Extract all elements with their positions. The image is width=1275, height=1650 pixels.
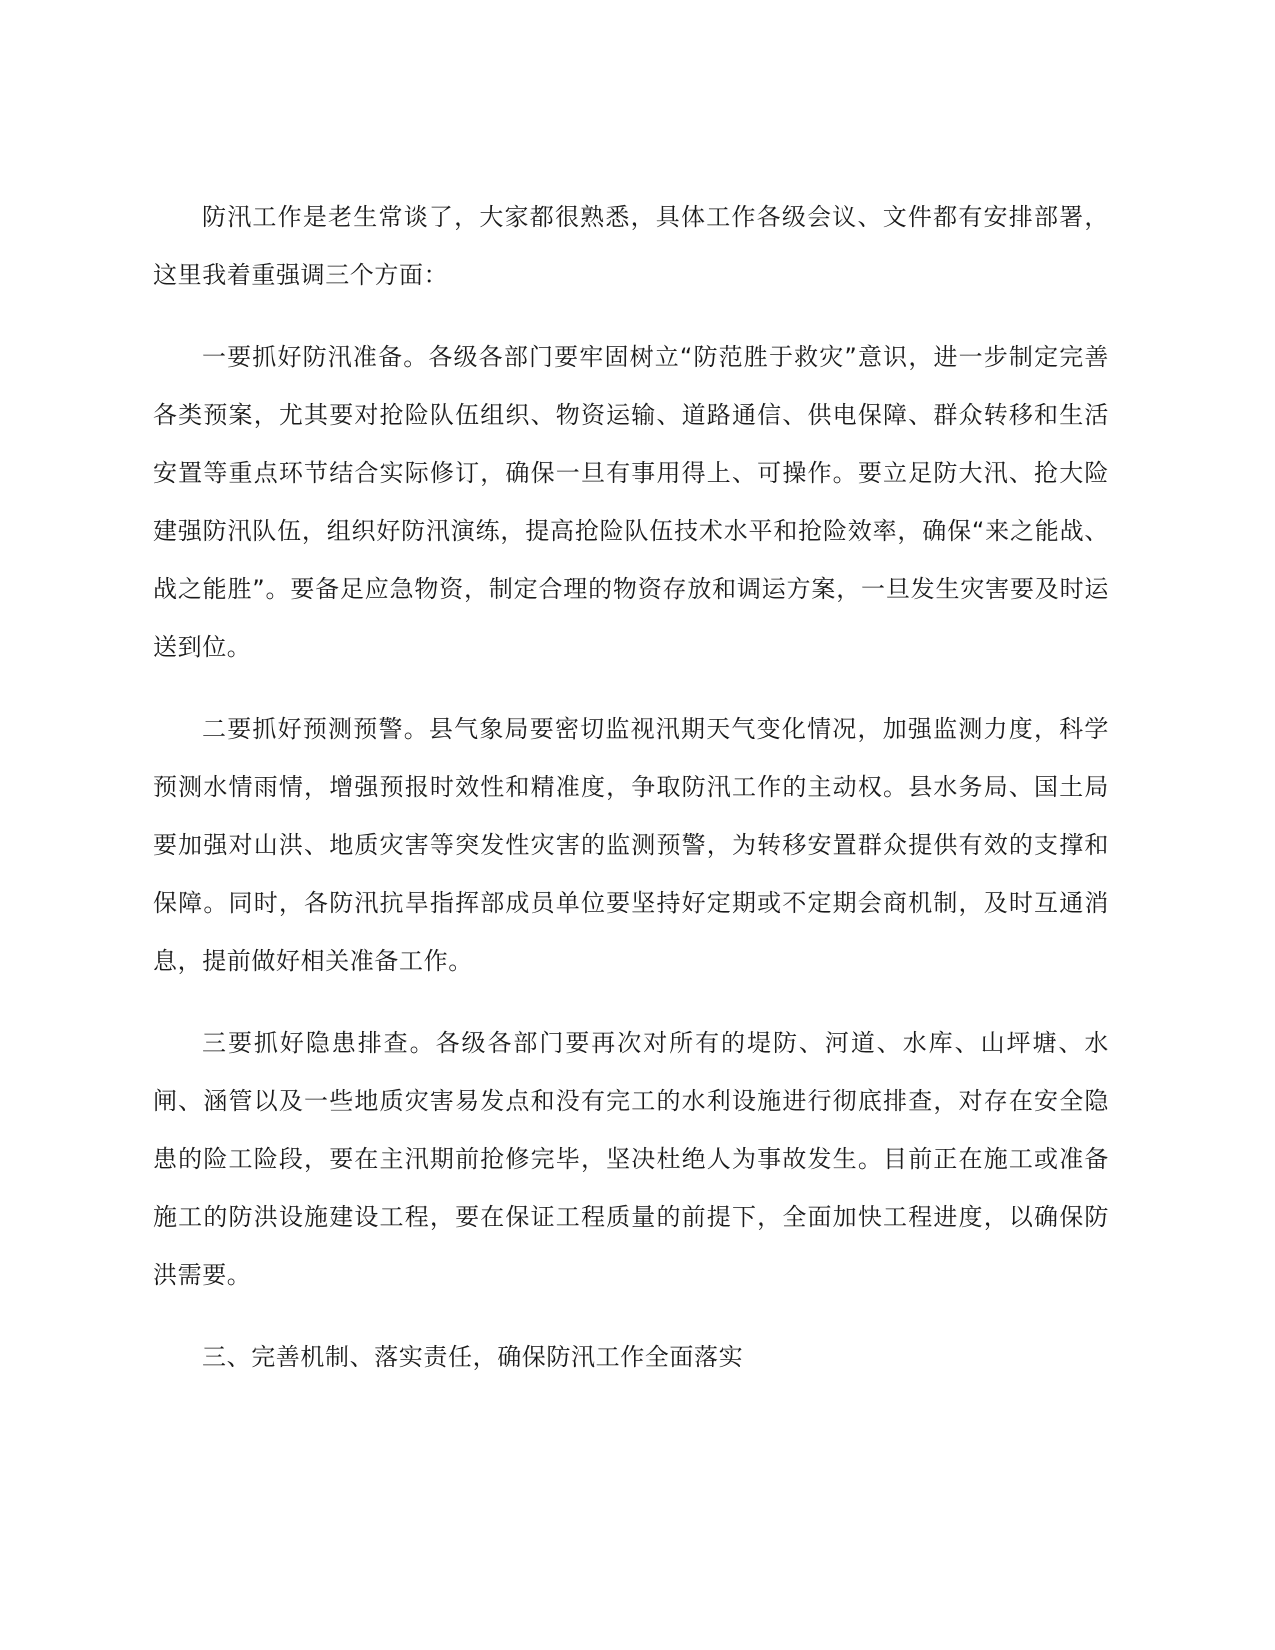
paragraph-flood-preparation: 一要抓好防汛准备。各级各部门要牢固树立“防范胜于救灾”意识，进一步制定完善各类预案，尤其要对抢险队伍组织、物资运输、道路通信、供电保障、群众转移和生活安置等重点环节结合实际修订，确保一旦有事用得上、可操作。要立足防大汛、抢大险建强防汛队伍，组织好防汛演练，提高抢险队伍技术水平和抢险效率，确保“来之能战、战之能胜”。要备足应急物资，制定合理的物资存放和调运方案，一旦发生灾害要及时运送到位。 [153,343,1109,661]
paragraph-forecast-warning: 二要抓好预测预警。县气象局要密切监视汛期天气变化情况，加强监测力度，科学预测水情雨情，增强预报时效性和精准度，争取防汛工作的主动权。县水务局、国土局要加强对山洪、地质灾害等突发性灾害的监测预警，为转移安置群众提供有效的支撑和保障。同时，各防汛抗旱指挥部成员单位要坚持好定期或不定期会商机制，及时互通消息，提前做好相关准备工作。 [153,715,1109,975]
document-body [153,188,1109,1410]
paragraph-hazard-inspection: 三要抓好隐患排查。各级各部门要再次对所有的堤防、河道、水库、山坪塘、水闸、涵管以及一些地质灾害易发点和没有完工的水利设施进行彻底排查，对存在安全隐患的险工险段，要在主汛期前抢修完毕，坚决杜绝人为事故发生。目前正在施工或准备施工的防洪设施建设工程，要在保证工程质量的前提下，全面加快工程进度，以确保防洪需要。 [153,1029,1109,1289]
section-heading: 三、完善机制、落实责任，确保防汛工作全面落实 [202,1343,744,1371]
paragraph-intro: 防汛工作是老生常谈了，大家都很熟悉，具体工作各级会议、文件都有安排部署，这里我着重强调三个方面： [153,203,1109,289]
